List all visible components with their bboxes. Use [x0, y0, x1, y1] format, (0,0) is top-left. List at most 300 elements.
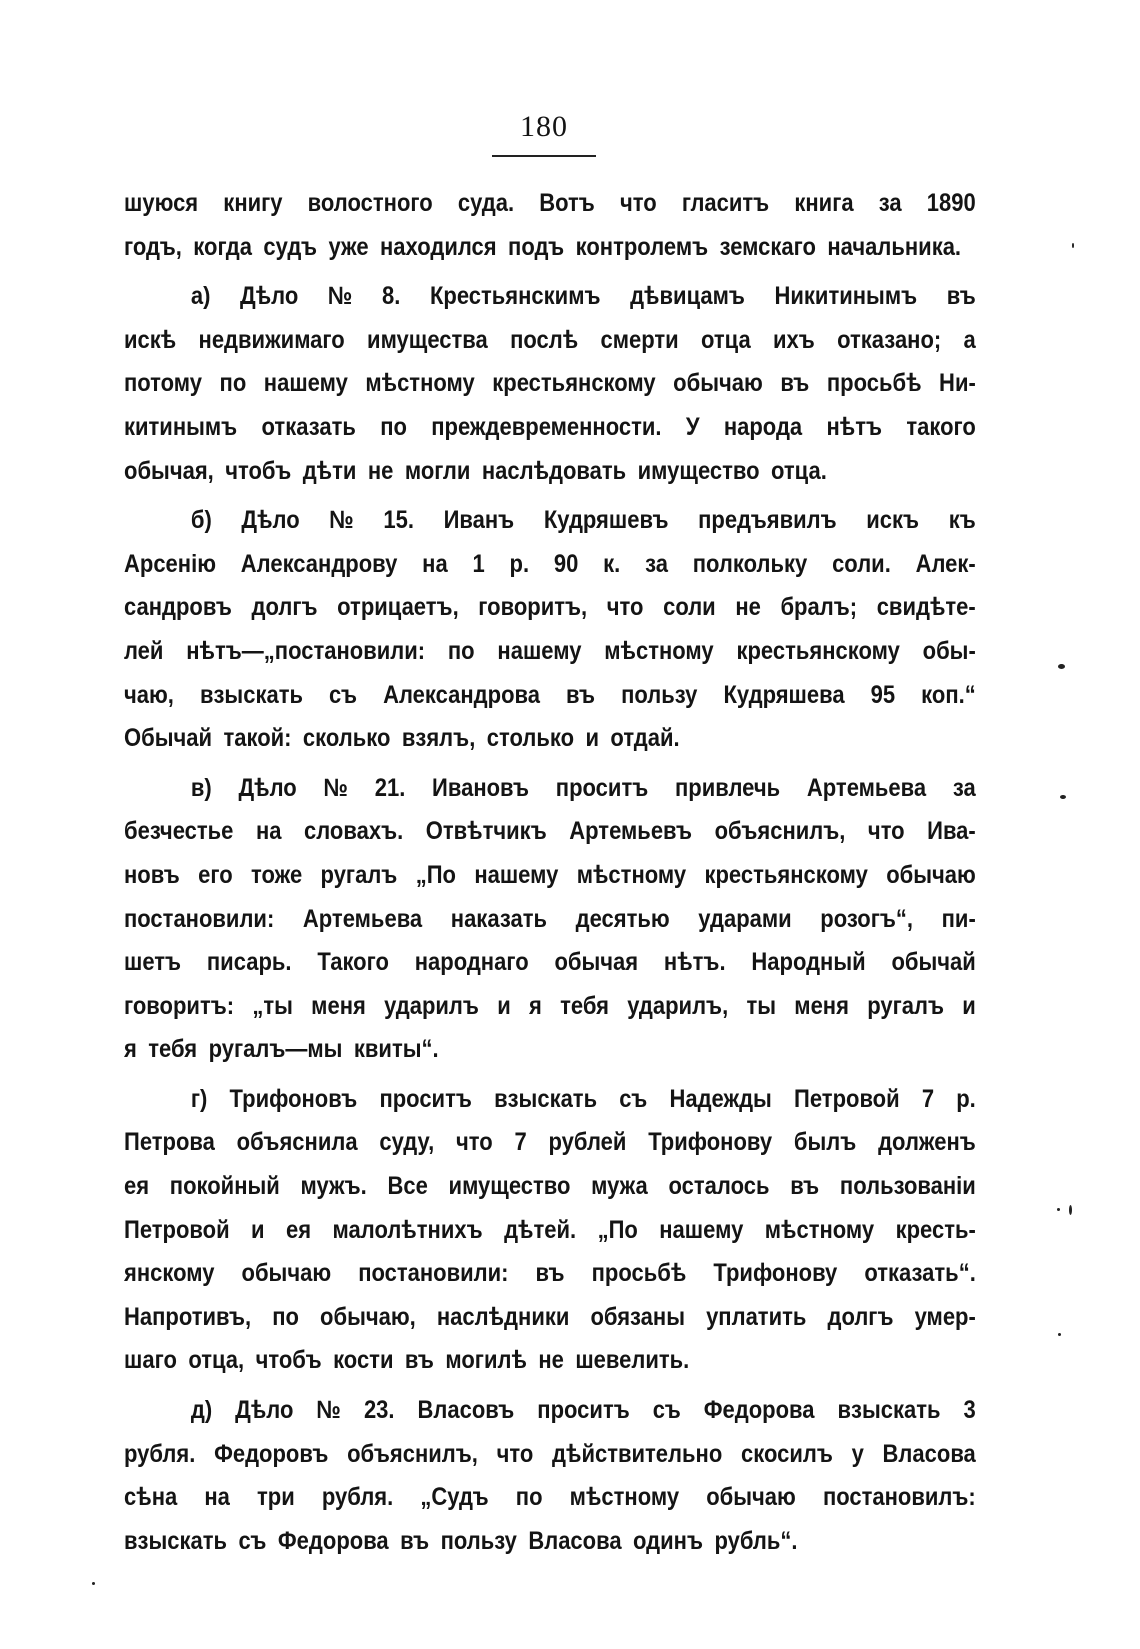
word: соли	[663, 593, 716, 622]
word: взыскать	[494, 1084, 598, 1113]
word: съ	[652, 1396, 681, 1425]
word: не	[735, 593, 761, 622]
scan-speck	[1072, 243, 1074, 248]
word: народа	[723, 412, 803, 441]
text-line	[124, 854, 976, 898]
word: тоже	[251, 860, 303, 889]
word: рублей	[548, 1128, 627, 1157]
word: ея	[124, 1172, 150, 1201]
word: Федоровъ	[214, 1439, 329, 1468]
word: Дѣло	[238, 773, 297, 802]
word: за	[645, 549, 668, 578]
word: шаго	[124, 1346, 177, 1375]
word: по	[219, 369, 247, 398]
word: въ	[535, 1259, 565, 1288]
word: долгъ	[251, 593, 318, 622]
word: свидѣте-	[876, 593, 976, 622]
word: десятью	[575, 904, 670, 933]
word: Вотъ	[539, 189, 595, 217]
word: взялъ,	[401, 724, 476, 753]
word: проситъ	[537, 1396, 630, 1425]
word: Дѣло	[240, 282, 299, 311]
word: долгъ	[827, 1302, 894, 1331]
scan-speck	[1069, 1205, 1072, 1215]
word: въ	[780, 369, 810, 398]
word: рубля.	[124, 1439, 196, 1468]
word: в)	[190, 773, 212, 802]
word: говоритъ:	[124, 991, 235, 1020]
page-number-rule	[492, 155, 596, 157]
word: Ивановъ	[432, 773, 530, 802]
word: скосилъ	[740, 1439, 833, 1468]
text-line	[124, 319, 976, 363]
word: ругалъ	[867, 991, 945, 1020]
word: на	[204, 1483, 230, 1512]
word: ихъ	[773, 325, 815, 354]
word: взыскать	[837, 1396, 941, 1425]
word: ты	[746, 991, 777, 1020]
word: 7	[921, 1084, 935, 1113]
word: коп.“	[921, 680, 976, 709]
scan-speck	[1057, 1208, 1060, 1211]
word: ударилъ	[384, 991, 479, 1020]
word: китинымъ	[124, 412, 238, 441]
word: когда	[193, 232, 252, 261]
word: что	[606, 593, 644, 622]
word: крестьянскому	[736, 636, 900, 665]
word: отказано;	[837, 325, 942, 354]
word: обы-	[922, 636, 976, 665]
word: р.	[509, 549, 530, 578]
text-line	[124, 810, 976, 854]
word: такой:	[223, 724, 292, 753]
word: „По	[597, 1215, 638, 1244]
word: шуюся	[124, 189, 199, 217]
word: №	[323, 773, 348, 802]
word: тебя	[560, 991, 609, 1020]
word: контролемъ	[575, 232, 709, 261]
word: новъ	[124, 860, 180, 889]
word: нѣтъ.	[663, 948, 726, 977]
word: лей	[124, 636, 164, 665]
word: №	[316, 1396, 341, 1425]
word: отдай.	[610, 724, 680, 753]
word: и	[497, 991, 511, 1020]
word: пользу	[440, 1526, 517, 1555]
text-line	[124, 1520, 976, 1564]
word: что	[867, 817, 905, 846]
word: за	[952, 773, 976, 802]
word: въ	[400, 1526, 430, 1555]
text-line	[124, 674, 976, 718]
word: „Судъ	[420, 1483, 489, 1512]
word: мѣстному	[604, 636, 714, 665]
word: сколько	[302, 724, 391, 753]
word: Надежды	[669, 1084, 772, 1113]
word: книгу	[223, 189, 283, 217]
word: Напротивъ,	[124, 1302, 252, 1331]
word: могилѣ	[445, 1346, 527, 1375]
word: Арсенію	[124, 549, 216, 578]
word: и	[585, 724, 599, 753]
word: дѣйствительно	[552, 1439, 723, 1468]
text-line	[124, 1296, 976, 1340]
word: кресть-	[895, 1215, 976, 1244]
word: волостного	[307, 189, 433, 217]
word: Федорова	[703, 1396, 815, 1425]
word: уплатить	[706, 1302, 807, 1331]
word: Петровой	[794, 1084, 900, 1113]
scan-speck	[1058, 1333, 1061, 1336]
text-line	[124, 586, 976, 630]
word: просьбѣ	[591, 1259, 687, 1288]
word: его	[198, 860, 233, 889]
word: на	[255, 817, 282, 846]
word: шетъ	[124, 948, 182, 977]
word: наслѣдники	[436, 1302, 570, 1331]
word: я	[124, 1035, 137, 1064]
word: 1890	[926, 189, 976, 217]
word: нашему	[474, 860, 559, 889]
word: постановилъ:	[822, 1483, 976, 1512]
word: земскаго	[719, 232, 816, 261]
word: ударилъ,	[627, 991, 729, 1020]
word: Петрова	[124, 1128, 215, 1157]
word: привлечь	[674, 773, 781, 802]
word: Александрова	[383, 680, 540, 709]
word: писарь.	[206, 948, 292, 977]
word: а	[963, 325, 976, 354]
word: столько	[486, 724, 575, 753]
word: 15.	[383, 506, 415, 535]
text-line	[124, 985, 976, 1029]
text-line	[124, 630, 976, 674]
text-line	[124, 362, 976, 406]
text-line	[124, 226, 976, 270]
word: 23.	[363, 1396, 395, 1425]
text-line	[124, 941, 976, 985]
word: 95	[870, 680, 896, 709]
word: Отвѣтчикъ	[425, 817, 547, 846]
word: взыскать	[199, 680, 303, 709]
text-line	[124, 1339, 976, 1383]
text-line	[124, 1476, 976, 1520]
word: не	[367, 456, 394, 485]
word: по	[515, 1483, 543, 1512]
word: обычаю	[706, 1483, 796, 1512]
word: ругалъ—мы	[208, 1035, 343, 1064]
word: годъ,	[124, 232, 182, 261]
word: проситъ	[379, 1084, 472, 1113]
word: съ	[238, 1526, 267, 1555]
word: предъявилъ	[698, 506, 837, 535]
word: чаю,	[124, 680, 174, 709]
word: Артемьевъ	[569, 817, 693, 846]
word: 1	[472, 549, 485, 578]
body-text-lines	[124, 182, 976, 1563]
word: Дѣло	[235, 1396, 294, 1425]
word: нѣтъ—„постановили:	[186, 636, 426, 665]
word: Ива-	[927, 817, 976, 846]
word: уже	[328, 232, 369, 261]
word: дѣти	[302, 456, 357, 485]
word: янскому	[124, 1259, 215, 1288]
word: объяснилъ,	[714, 817, 846, 846]
word: отца,	[188, 1346, 245, 1375]
word: Александрову	[240, 549, 398, 578]
word: а)	[190, 282, 211, 311]
word: б)	[190, 506, 212, 535]
word: искъ	[866, 506, 920, 535]
word: Власова	[528, 1526, 622, 1555]
page-number: 180	[520, 110, 568, 143]
word: меня	[794, 991, 849, 1020]
word: рубль“.	[714, 1526, 798, 1555]
word: имущества	[367, 325, 488, 354]
text-line	[124, 450, 976, 494]
text-line	[124, 1165, 976, 1209]
word: Все	[387, 1172, 428, 1201]
word: наслѣдовать	[481, 456, 627, 485]
word: обычаю	[241, 1259, 332, 1288]
text-line	[124, 182, 976, 226]
word: я	[529, 991, 542, 1020]
word: р.	[956, 1084, 976, 1113]
scan-speck	[1060, 795, 1066, 799]
word: крестьянскому	[704, 860, 868, 889]
text-line	[124, 767, 976, 811]
word: дѣвицамъ	[630, 282, 745, 311]
word: начальника.	[827, 232, 962, 261]
word: такого	[906, 412, 976, 441]
text-line	[124, 1078, 976, 1122]
word: Кудряшева	[723, 680, 845, 709]
word: народнаго	[414, 948, 529, 977]
word: к.	[603, 549, 621, 578]
word: „По	[415, 860, 456, 889]
word: „ты	[252, 991, 293, 1020]
word: ругалъ	[320, 860, 398, 889]
word: у	[851, 1439, 864, 1468]
text-line	[124, 1121, 976, 1165]
word: покойный	[169, 1172, 280, 1201]
word: три	[257, 1483, 295, 1512]
word: послѣ	[510, 325, 579, 354]
word: мѣстному	[764, 1215, 875, 1244]
word: малолѣтнихъ	[332, 1215, 483, 1244]
word: долженъ	[878, 1128, 976, 1157]
word: имущество	[448, 1172, 571, 1201]
text-line	[124, 275, 976, 319]
text-line	[124, 1433, 976, 1477]
word: мужъ.	[300, 1172, 367, 1201]
word: Трифонову	[648, 1128, 773, 1157]
word: 7	[514, 1128, 527, 1157]
word: нашему	[263, 369, 348, 398]
word: Трифонову	[713, 1259, 838, 1288]
word: Власовъ	[417, 1396, 515, 1425]
word: рубля.	[321, 1483, 394, 1512]
word: обычаю	[673, 369, 763, 398]
word: объяснилъ,	[347, 1439, 478, 1468]
word: въ	[566, 680, 596, 709]
word: сѣна	[124, 1483, 178, 1512]
word: гласитъ	[681, 189, 770, 217]
text-line	[124, 1209, 976, 1253]
word: по	[272, 1302, 299, 1331]
word: обычаю,	[320, 1302, 416, 1331]
word: книга	[794, 189, 854, 217]
word: Алек-	[915, 549, 976, 578]
word: обычаю	[886, 860, 976, 889]
word: дѣтей.	[504, 1215, 577, 1244]
word: суда.	[457, 189, 515, 217]
text-line	[124, 717, 976, 761]
word: отца	[701, 325, 751, 354]
word: Власова	[882, 1439, 976, 1468]
word: за	[878, 189, 902, 217]
word: Артемьева	[302, 904, 423, 933]
word: Федорова	[277, 1526, 389, 1555]
word: бралъ;	[780, 593, 858, 622]
word: смерти	[600, 325, 679, 354]
word: розогъ“,	[820, 904, 914, 933]
word: Дѣло	[241, 506, 300, 535]
word: 8.	[382, 282, 401, 311]
text-line	[124, 499, 976, 543]
word: объяснила	[236, 1128, 358, 1157]
word: что	[496, 1439, 534, 1468]
scan-speck	[92, 1582, 95, 1585]
word: Обычай	[124, 724, 213, 753]
word: Артемьева	[806, 773, 927, 802]
word: находился	[379, 232, 497, 261]
word: и	[962, 991, 976, 1020]
word: тебя	[148, 1035, 198, 1064]
word: на	[422, 549, 448, 578]
word: У	[685, 412, 700, 441]
word: крестьянскому	[492, 369, 656, 398]
word: Ни-	[939, 369, 976, 398]
word: наказать	[450, 904, 548, 933]
word: кости	[333, 1346, 394, 1375]
word: пользу	[621, 680, 698, 709]
word: подъ	[508, 232, 565, 261]
text-line	[124, 898, 976, 942]
word: съ	[619, 1084, 648, 1113]
word: чтобъ	[255, 1346, 322, 1375]
scan-speck	[1058, 664, 1065, 669]
word: шевелить.	[575, 1346, 690, 1375]
word: отказать	[261, 412, 356, 441]
word: словахъ.	[304, 817, 404, 846]
word: мужа	[591, 1172, 648, 1201]
word: Никитинымъ	[774, 282, 918, 311]
word: сандровъ	[124, 593, 232, 622]
word: мѣстному	[569, 1483, 680, 1512]
word: соли.	[832, 549, 891, 578]
word: №	[329, 506, 354, 535]
word: пользованіи	[839, 1172, 976, 1201]
word: въ	[404, 1346, 434, 1375]
word: 3	[963, 1396, 976, 1425]
word: 21.	[374, 773, 406, 802]
word: отца.	[771, 456, 827, 485]
word: Иванъ	[443, 506, 515, 535]
word: 90	[553, 549, 579, 578]
word: осталось	[668, 1172, 770, 1201]
word: нашему	[497, 636, 582, 665]
word: искѣ	[124, 325, 177, 354]
word: ея	[286, 1215, 312, 1244]
text-line	[124, 1252, 976, 1296]
word: пи-	[941, 904, 976, 933]
word: просьбѣ	[826, 369, 922, 398]
word: д)	[190, 1396, 213, 1425]
word: судъ	[263, 232, 318, 261]
word: полкольку	[692, 549, 808, 578]
word: Крестьянскимъ	[429, 282, 601, 311]
word: имущество	[637, 456, 760, 485]
word: суду,	[379, 1128, 435, 1157]
body-text	[124, 182, 976, 1563]
word: постановили:	[358, 1259, 509, 1288]
word: недвижимаго	[198, 325, 345, 354]
word: обычай	[891, 948, 976, 977]
word: и	[251, 1215, 265, 1244]
word: обязаны	[590, 1302, 685, 1331]
word: обычая	[554, 948, 639, 977]
word: взыскать	[124, 1526, 228, 1555]
word: проситъ	[555, 773, 649, 802]
word: Трифоновъ	[229, 1084, 358, 1113]
word: чтобъ	[225, 456, 292, 485]
word: нѣтъ	[826, 412, 883, 441]
text-line	[124, 406, 976, 450]
word: отрицаетъ,	[337, 593, 459, 622]
word: отказать“.	[864, 1259, 976, 1288]
word: потому	[124, 369, 203, 398]
text-line	[124, 1028, 976, 1072]
word: что	[456, 1128, 493, 1157]
text-line	[124, 543, 976, 587]
word: могли	[404, 456, 471, 485]
word: нашему	[659, 1215, 744, 1244]
word: меня	[311, 991, 366, 1020]
word: съ	[329, 680, 358, 709]
word: преждевременности.	[431, 412, 662, 441]
word: мѣстному	[365, 369, 475, 398]
word: г)	[190, 1084, 208, 1113]
word: обычая,	[124, 456, 214, 485]
word: по	[380, 412, 407, 441]
word: не	[538, 1346, 564, 1375]
word: безчестье	[124, 817, 234, 846]
word: умер-	[914, 1302, 976, 1331]
text-line	[124, 1389, 976, 1433]
word: мѣстному	[576, 860, 687, 889]
word: Народный	[751, 948, 866, 977]
word: что	[619, 189, 657, 217]
word: ударами	[698, 904, 792, 933]
word: Кудряшевъ	[543, 506, 669, 535]
word: былъ	[793, 1128, 857, 1157]
word: по	[447, 636, 475, 665]
word: къ	[948, 506, 976, 535]
word: постановили:	[124, 904, 275, 933]
word: №	[327, 282, 353, 311]
word: Такого	[317, 948, 389, 977]
